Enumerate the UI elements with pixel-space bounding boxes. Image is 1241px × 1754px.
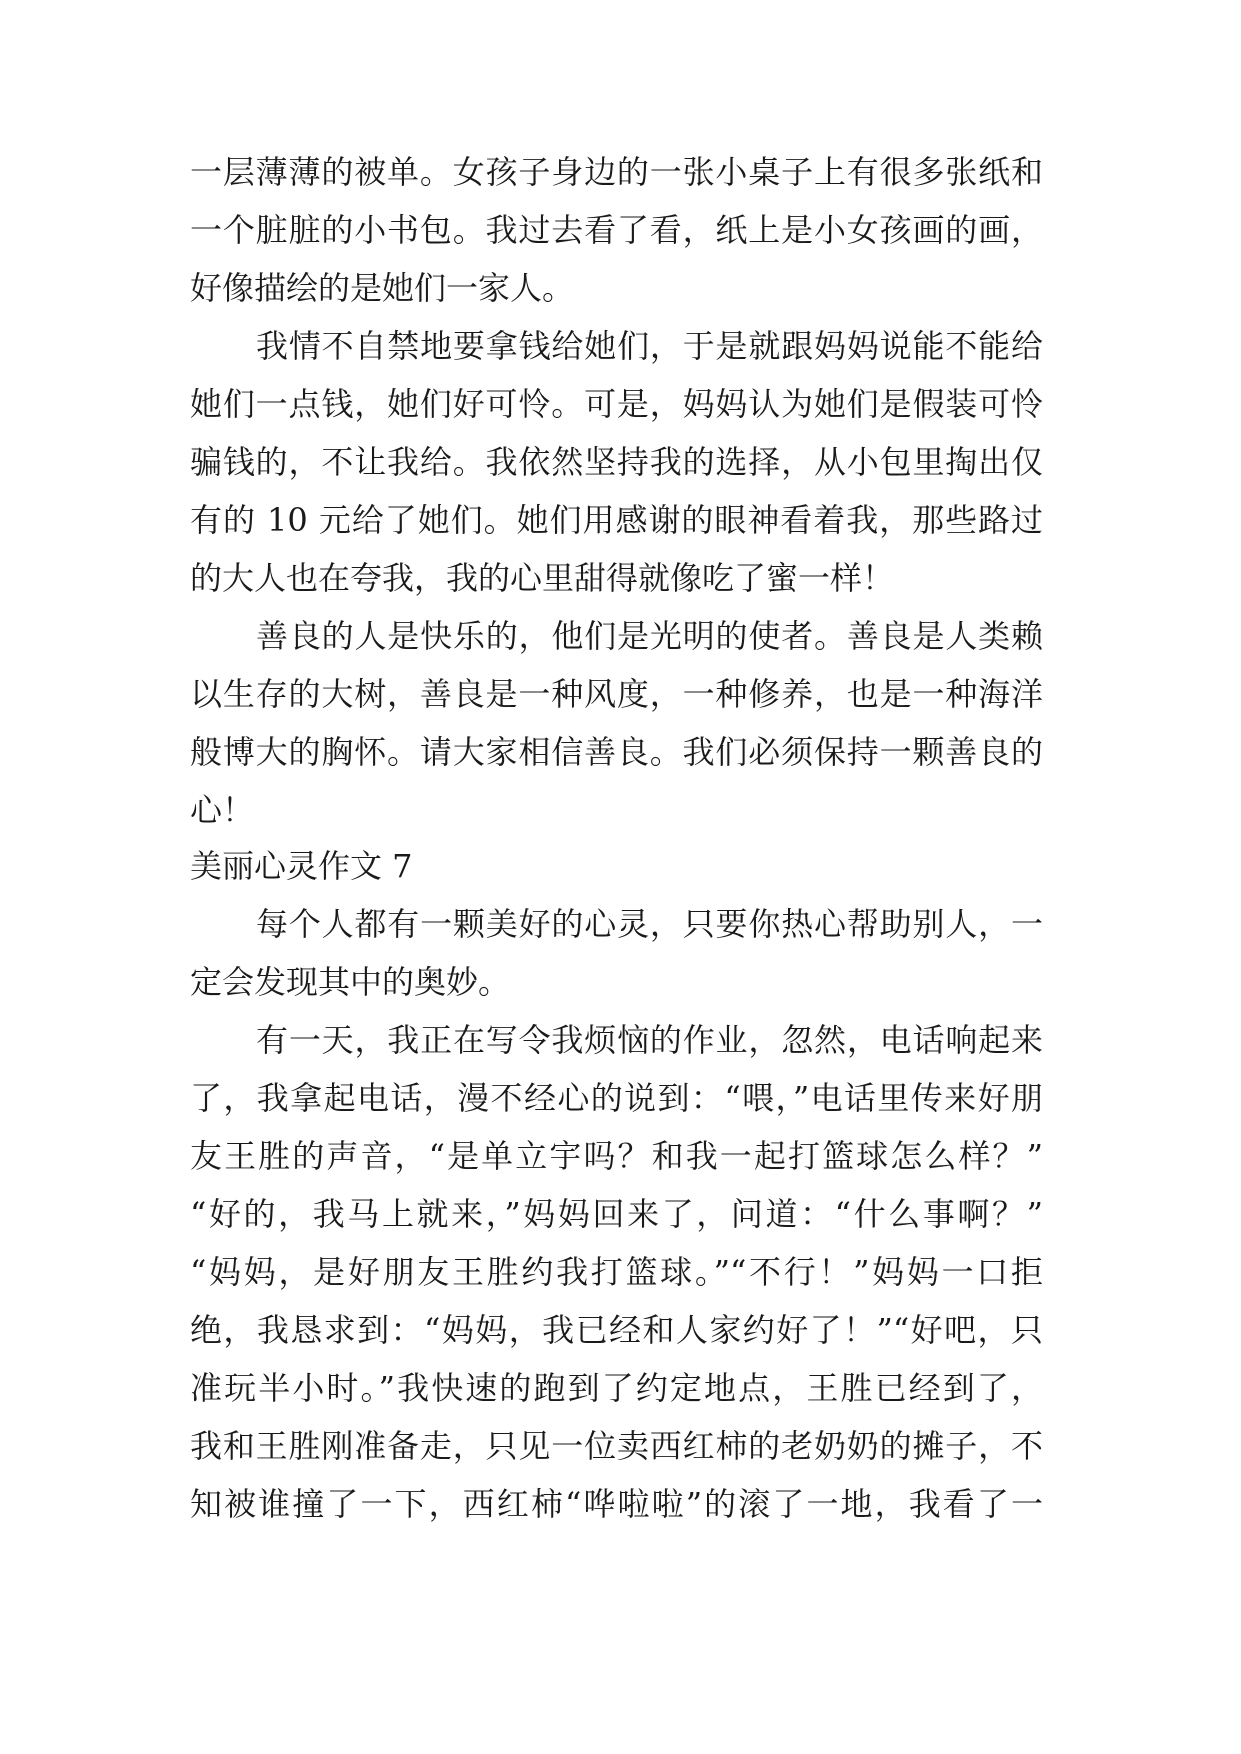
text-line: 定会发现其中的奥妙。 <box>190 963 511 1001</box>
text-line: 绝，我恳求到：“妈妈，我已经和人家约好了！”“好吧，只 <box>190 1311 1043 1349</box>
text-line: “妈妈，是好朋友王胜约我打篮球。”“不行！”妈妈一口拒 <box>190 1253 1043 1291</box>
text-line: 友王胜的声音，“是单立宇吗？和我一起打篮球怎么样？” <box>190 1137 1043 1175</box>
paragraph-first-line: 每个人都有一颗美好的心灵，只要你热心帮助别人，一 <box>256 905 1043 943</box>
text-line: 骗钱的，不让我给。我依然坚持我的选择，从小包里掏出仅 <box>190 443 1043 481</box>
text-line: 心！ <box>190 791 255 829</box>
paragraph-first-line: 我情不自禁地要拿钱给她们，于是就跟妈妈说能不能给 <box>256 327 1043 365</box>
text-line: 般博大的胸怀。请大家相信善良。我们必须保持一颗善良的 <box>190 733 1043 771</box>
section-heading: 美丽心灵作文 7 <box>190 847 413 885</box>
text-line: 准玩半小时。”我快速的跑到了约定地点，王胜已经到了， <box>190 1369 1043 1407</box>
text-line: 我和王胜刚准备走，只见一位卖西红柿的老奶奶的摊子，不 <box>190 1427 1043 1465</box>
text-line: “好的，我马上就来，”妈妈回来了，问道：“什么事啊？” <box>190 1195 1043 1233</box>
text-line: 好像描绘的是她们一家人。 <box>190 269 575 307</box>
text-line: 知被谁撞了一下，西红柿“哗啦啦”的滚了一地，我看了一 <box>190 1485 1043 1523</box>
text-line: 了，我拿起电话，漫不经心的说到：“喂，”电话里传来好朋 <box>190 1079 1043 1117</box>
text-line: 一个脏脏的小书包。我过去看了看，纸上是小女孩画的画， <box>190 211 1043 249</box>
paragraph-first-line: 善良的人是快乐的，他们是光明的使者。善良是人类赖 <box>256 617 1043 655</box>
text-line: 以生存的大树，善良是一种风度，一种修养，也是一种海洋 <box>190 675 1043 713</box>
text-line: 一层薄薄的被单。女孩子身边的一张小桌子上有很多张纸和 <box>190 153 1043 191</box>
text-line: 的大人也在夸我，我的心里甜得就像吃了蜜一样！ <box>190 559 895 597</box>
text-line: 有的 10 元给了她们。她们用感谢的眼神看着我，那些路过 <box>190 501 1043 539</box>
paragraph-first-line: 有一天，我正在写令我烦恼的作业，忽然，电话响起来 <box>256 1021 1043 1059</box>
text-line: 她们一点钱，她们好可怜。可是，妈妈认为她们是假装可怜 <box>190 385 1043 423</box>
